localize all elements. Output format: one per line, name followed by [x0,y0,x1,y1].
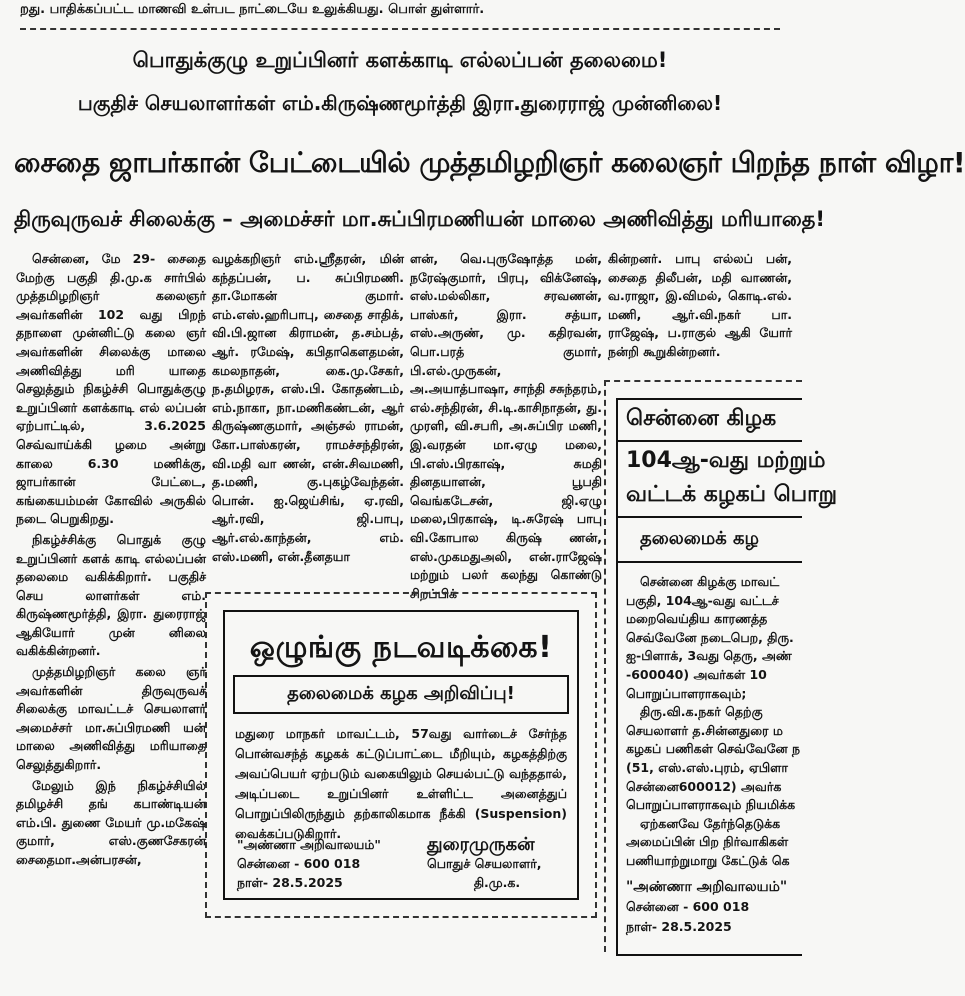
notice-date: நாள்- 28.5.2025 [237,875,343,890]
notice-subtitle: தலைமைக் கழக அறிவிப்பு! [233,675,569,714]
disciplinary-notice-box [205,592,597,918]
headline-in-presence-of: பகுதிச் செயலாளர்கள் எம்.கிருஷ்ணமூர்த்தி இரா.துரைராஜ் முன்னிலை! [77,91,723,115]
side-body-line: (51, எஸ்.எஸ்.புரம், ஏபிளா [626,759,788,775]
notice-signatory: துரைமுருகன் [427,834,535,855]
notice-title: ஒழுங்கு நடவடிக்கை! [249,630,553,665]
side-city: சென்னை - 600 018 [626,898,750,914]
article-paragraph: ளன், வெ.புருஷோத்த மன், நரேஷ்குமார், பிரபு, விக்னேஷ், எஸ்.மல்லிகா, சரவணன், பாஸ்கர், இரா. சத்யா, எஸ்.அருண், மு. கதிரவன், பொ.பரத் குமார், பி.எல்.முருகன், அ.அயாத்பாஷா, சாந்தி சசுந்தரம், எல்.சந்திரன், சி.டி.காசிநாதன், து. முரளி, வி.சபரி, அ.சுப்பிர மணி, இ.வரதன் மா.ஏழு மலை, பி.எஸ்.பிரகாஷ், சுமதி தினதயாளன், பூபதி வெங்கடேசன், ஜி.ஏழு மலை,பிரகாஷ், டி.சுரேஷ் பாபு வி.கோபால கிருஷ் ணன், எஸ்.முகமதுஅலி, என்.ராஜேஷ் மற்றும் பலர் கலந்து கொண்டு சிறப்பிக் [410,251,602,601]
notice-place: "அண்ணா அறிவாலயம்" [237,837,381,852]
side-subtitle: தலைமைக் கழ [640,528,759,549]
notice-signature-block [427,835,567,892]
side-body-line: மறைவெய்திய காரணத்த [626,611,768,627]
article-paragraph: கின்றனர். பாபு எல்லப் பன், சைதை திலீபன், மதி வாணன், வ.ராஜா, இ.விமல், கொடி.எல். மணி, ஆர்.வி.நகர் பா. ராஜேஷ், ப.ராகுல் ஆகி யோர் நன்றி கூறுகின்றனர். [608,251,792,359]
side-divider [618,516,802,518]
side-title-line-1: சென்னை கிழக [626,406,777,431]
side-divider [618,440,802,442]
side-body-line: சென்னை கிழக்கு மாவட் [640,574,780,589]
side-body-line: -600040) அவர்கள் 10 [626,666,767,682]
article-paragraph: மேலும் இந் நிகழ்ச்சியில் தமிழச்சி தங் கபாண்டியன் எம்.பி. துணை மேயர் மு.மகேஷ் குமார், எஸ்.குணசேகரன் சைதைமா.அன்பரசன், [16,777,206,867]
side-place: "அண்ணா அறிவாலயம்" [626,878,788,895]
side-footer [618,871,802,937]
side-body-line: திரு.வி.க.நகர் தெற்கு [640,704,763,720]
article-paragraph: வழக்கறிஞர் எம்.ஸ்ரீதரன், மின் கந்தப்பன், ப. சுப்பிரமணி. தா.மோகன் குமார். எம்.எஸ்.ஹரிபாபு, சைதை சாதிக், வி.பி.ஜான கிராமன், த.சம்பத், ஆர். ரமேஷ், கபிதாகௌதமன், கமலநாதன், கை.மு.சேகர், ந.தமிழரசு, எஸ்.பி. கோதண்டம், எம்.நாகா, நா.மணிகண்டன், ஆர் கிருஷ்ணகுமார், அஞ்சல் ராமன், கோ.பாஸ்கரன், ராமச்சந்திரன், வி.மதி வா ணன், என்.சிவமணி, த.மணி, கு.புகழ்வேந்தன். பொன். ஐ.ஜெய்சிங், ஏ.ரவி, ஆர்.ரவி, ஜி.பாபு, ஆர்.எல்.காந்தன், எம். எஸ்.மணி, என்.தீனதயா [212,251,404,564]
notice-designation: பொதுச் செயலாளர், [427,856,542,871]
side-announcement-box [604,380,838,952]
article-paragraph: சென்னை, மே 29- சைதை மேற்கு பகுதி தி.மு.க சார்பில் முத்தமிழறிஞர் கலைஞர் அவர்களின் 102 வது பிறந் தநாளை முன்னிட்டு கலை ஞர் அவர்களின் சிலைக்கு மாலை அணிவித்து மரி யாதை செலுத்தும் நிகழ்ச்சி பொதுக்குழு உறுப்பினர் களக்காடி எல் லப்பன் ஏற்பாட்டில், 3.6.2025 செவ்வாய்க்கி ழமை அன்று காலை 6.30 மணிக்கு, ஜாபர்கான் பேட்டை, கங்கையம்மன் கோவில் அருகில் நடை பெறுகிறது. [16,251,206,527]
headline-minister-garland: திருவுருவச் சிலைக்கு – அமைச்சர் மா.சுப்பிரமணியன் மாலை அணிவித்து மரியாதை! [14,207,826,231]
side-body-line: ஏற்கனவே தேர்ந்தெடுக்க [640,815,781,831]
notice-footer [237,830,567,892]
side-body-line: பணியாற்றுமாறு கேட்டுக் கெ [626,852,790,868]
side-body-line: செயலாளர் த.சின்னதுரை ம [626,722,783,738]
side-divider [618,561,802,563]
article-column-4 [608,250,792,378]
side-body-line: கழகப் பணிகள் செவ்வேனே ந [626,741,801,757]
side-date: நாள்- 28.5.2025 [626,918,732,934]
article-paragraph: முத்தமிழறிஞர் கலை ஞர் அவர்களின் திருவுருவச் சிலைக்கு மாவட்டச் செயலாளர் அமைச்சர் மா.சுப்பிரமணி யன் மாலை அணிவித்து மரியாதை செலுத்துகிறார். [16,664,206,773]
side-body-line: சென்னை600012) அவர்க [626,778,782,794]
notice-body: மதுரை மாநகர் மாவட்டம், 57வது வார்டைச் சேர்ந்த பொன்வசந்த் கழகக் கட்டுப்பாட்டை மீறியும், கழகத்திற்கு அவப்பெயர் ஏற்படும் வகையிலும் செயல்பட்டு வந்ததால், அடிப்படை உறுப்பினர் உள்ளிட்ட அனைத்துப் பொறுப்பிலிருந்தும் தற்காலிகமாக நீக்கி (Suspension) வைக்கப்படுகிறார். [235,726,567,841]
side-body-line: ஐ-பிளாக், 3வது தெரு, அண் [626,648,792,664]
notice-party: தி.மு.க. [473,875,521,890]
headline-presided-by: பொதுக்குழு உறுப்பினர் களக்காடி எல்லப்பன் தலைமை! [132,48,668,72]
article-paragraph: நிகழ்ச்சிக்கு பொதுக் குழு உறுப்பினர் களக் காடி எல்லப்பன் தலைமை வகிக்கிறார். பகுதிச் செய லாளர்கள் எம். கிருஷ்ணமூர்த்தி, இரா. துரைராஜ் ஆகியோர் முன் னிலை வகிக்கின்றனர். [16,531,206,659]
side-body-line: பொறுப்பாளராகவும்; [626,685,747,701]
side-body-line: அமைப்பின் பிற நிர்வாகிகள் [626,834,789,850]
side-body-line: பகுதி, 104ஆ-வது வட்டச் [626,592,779,608]
side-title-line-2: 104ஆ-வது மற்றும் [626,448,826,473]
headline-main: சைதை ஜாபர்கான் பேட்டையில் முத்தமிழறிஞர் கலைஞர் பிறந்த நாள் விழா! [14,146,965,179]
article-column-2 [212,250,404,586]
side-title-line-3: வட்டக் கழகப் பொறு [626,482,838,507]
article-column-1 [16,250,206,870]
section-divider [20,28,780,30]
side-body [618,569,802,871]
side-body-line: பொறுப்பாளராகவும் நியமிக்க [626,797,796,813]
notice-frame [223,610,579,900]
notice-city: சென்னை - 600 018 [237,856,361,871]
side-announcement-frame [616,398,838,956]
previous-article-tail: றது. பாதிக்கப்பட்ட மாணவி உள்பட நாட்டையே உலுக்கியது. பொள் துள்ளார். [20,2,485,17]
notice-place-block [237,835,381,892]
side-body-line: செவ்வேனே நடைபெற, திரு. [626,629,794,645]
article-column-3 [410,250,602,601]
